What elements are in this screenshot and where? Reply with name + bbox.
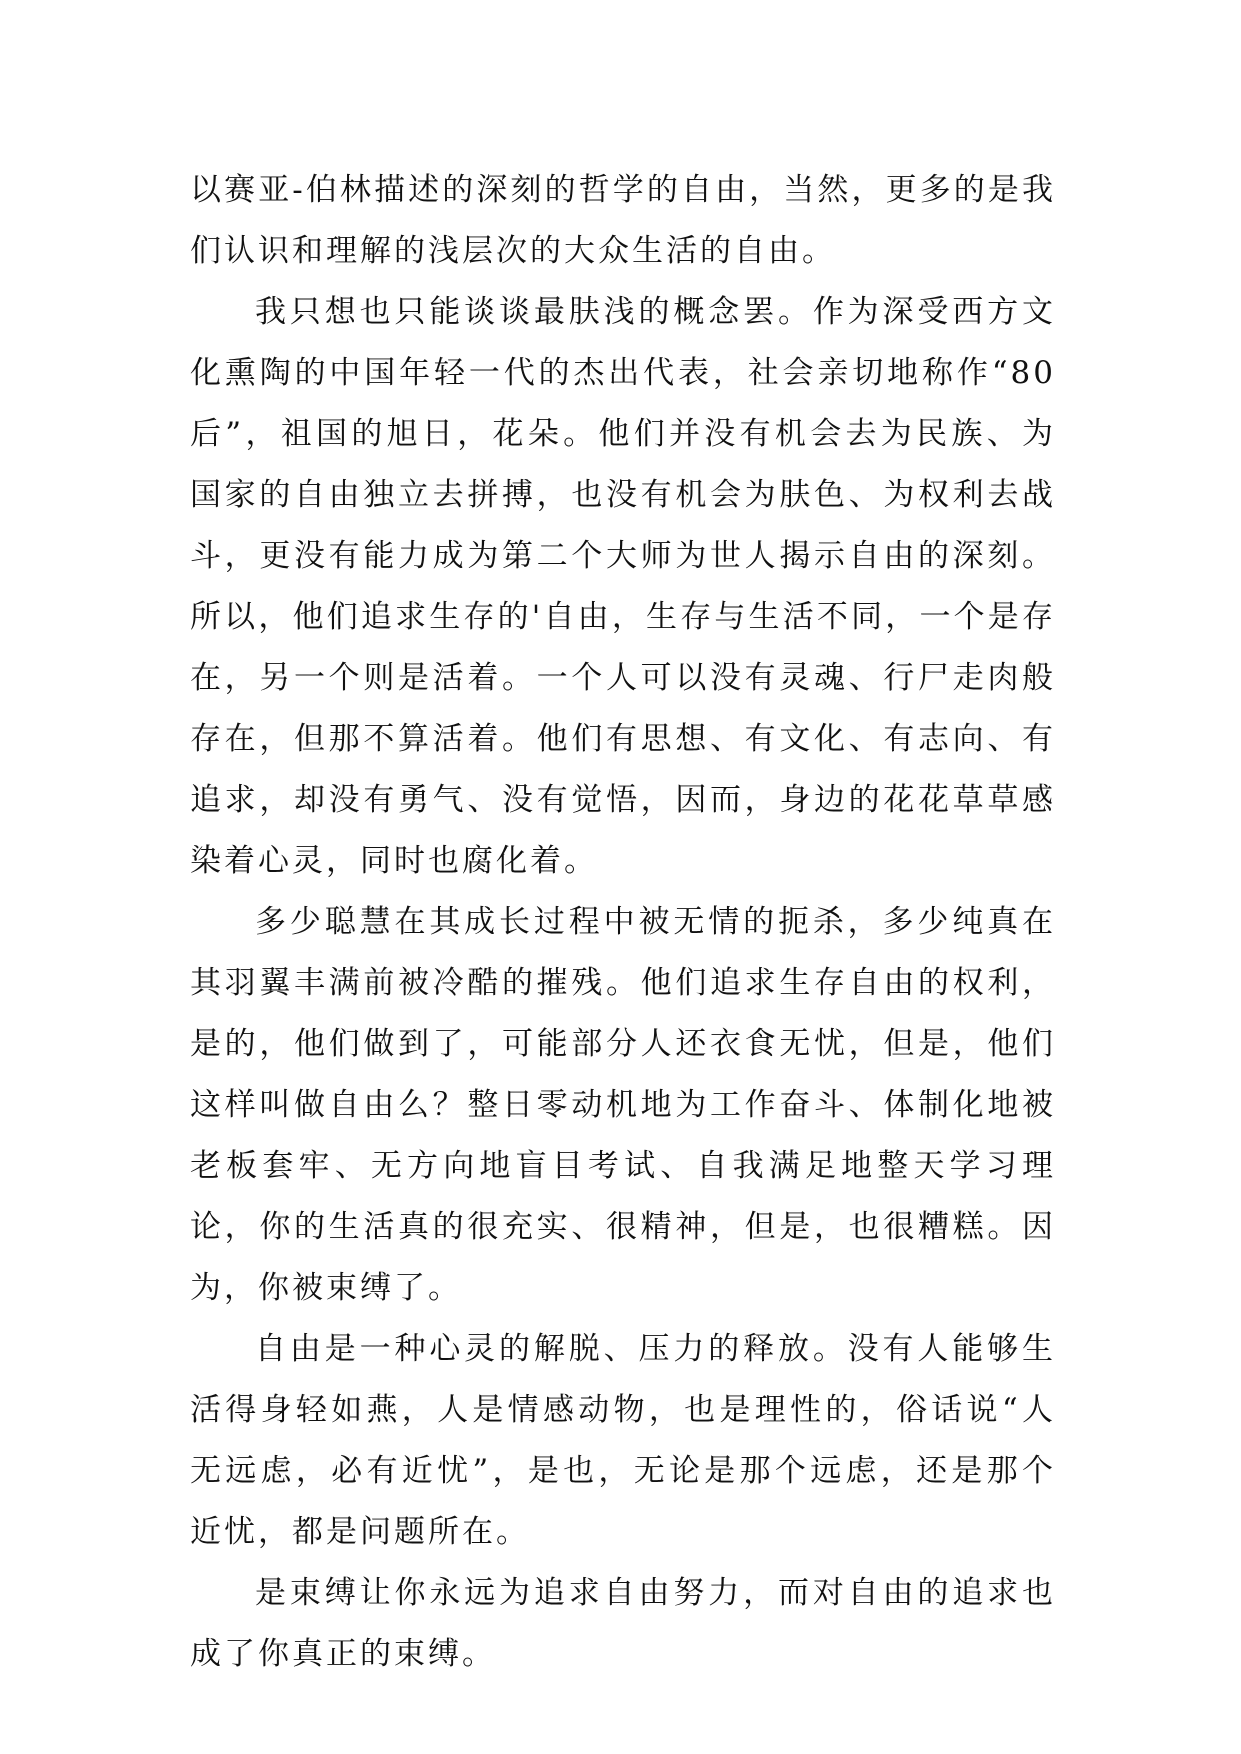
paragraph-4: 自由是一种心灵的解脱、压力的释放。没有人能够生活得身轻如燕，人是情感动物，也是理性的，俗话说“人无远虑，必有近忧”，是也，无论是那个远虑，还是那个近忧，都是问题所在。 bbox=[190, 1331, 1056, 1550]
paragraph-5: 是束缚让你永远为追求自由努力，而对自由的追求也成了你真正的束缚。 bbox=[190, 1575, 1056, 1672]
paragraph-1: 以赛亚-伯林描述的深刻的哲学的自由，当然，更多的是我们认识和理解的浅层次的大众生活的自由。 bbox=[190, 172, 1056, 269]
document-page bbox=[190, 160, 1056, 1685]
paragraph-3: 多少聪慧在其成长过程中被无情的扼杀，多少纯真在其羽翼丰满前被冷酷的摧残。他们追求生存自由的权利，是的，他们做到了，可能部分人还衣食无忧，但是，他们这样叫做自由么？整日零动机地为工作奋斗、体制化地被老板套牢、无方向地盲目考试、自我满足地整天学习理论，你的生活真的很充实、很精神，但是，也很糟糕。因为，你被束缚了。 bbox=[190, 904, 1056, 1306]
paragraph-2: 我只想也只能谈谈最肤浅的概念罢。作为深受西方文化熏陶的中国年轻一代的杰出代表，社会亲切地称作“80后”，祖国的旭日，花朵。他们并没有机会去为民族、为国家的自由独立去拼搏，也没有机会为肤色、为权利去战斗，更没有能力成为第二个大师为世人揭示自由的深刻。所以，他们追求生存的'自由，生存与生活不同，一个是存在，另一个则是活着。一个人可以没有灵魂、行尸走肉般存在，但那不算活着。他们有思想、有文化、有志向、有追求，却没有勇气、没有觉悟，因而，身边的花花草草感染着心灵，同时也腐化着。 bbox=[190, 294, 1056, 879]
